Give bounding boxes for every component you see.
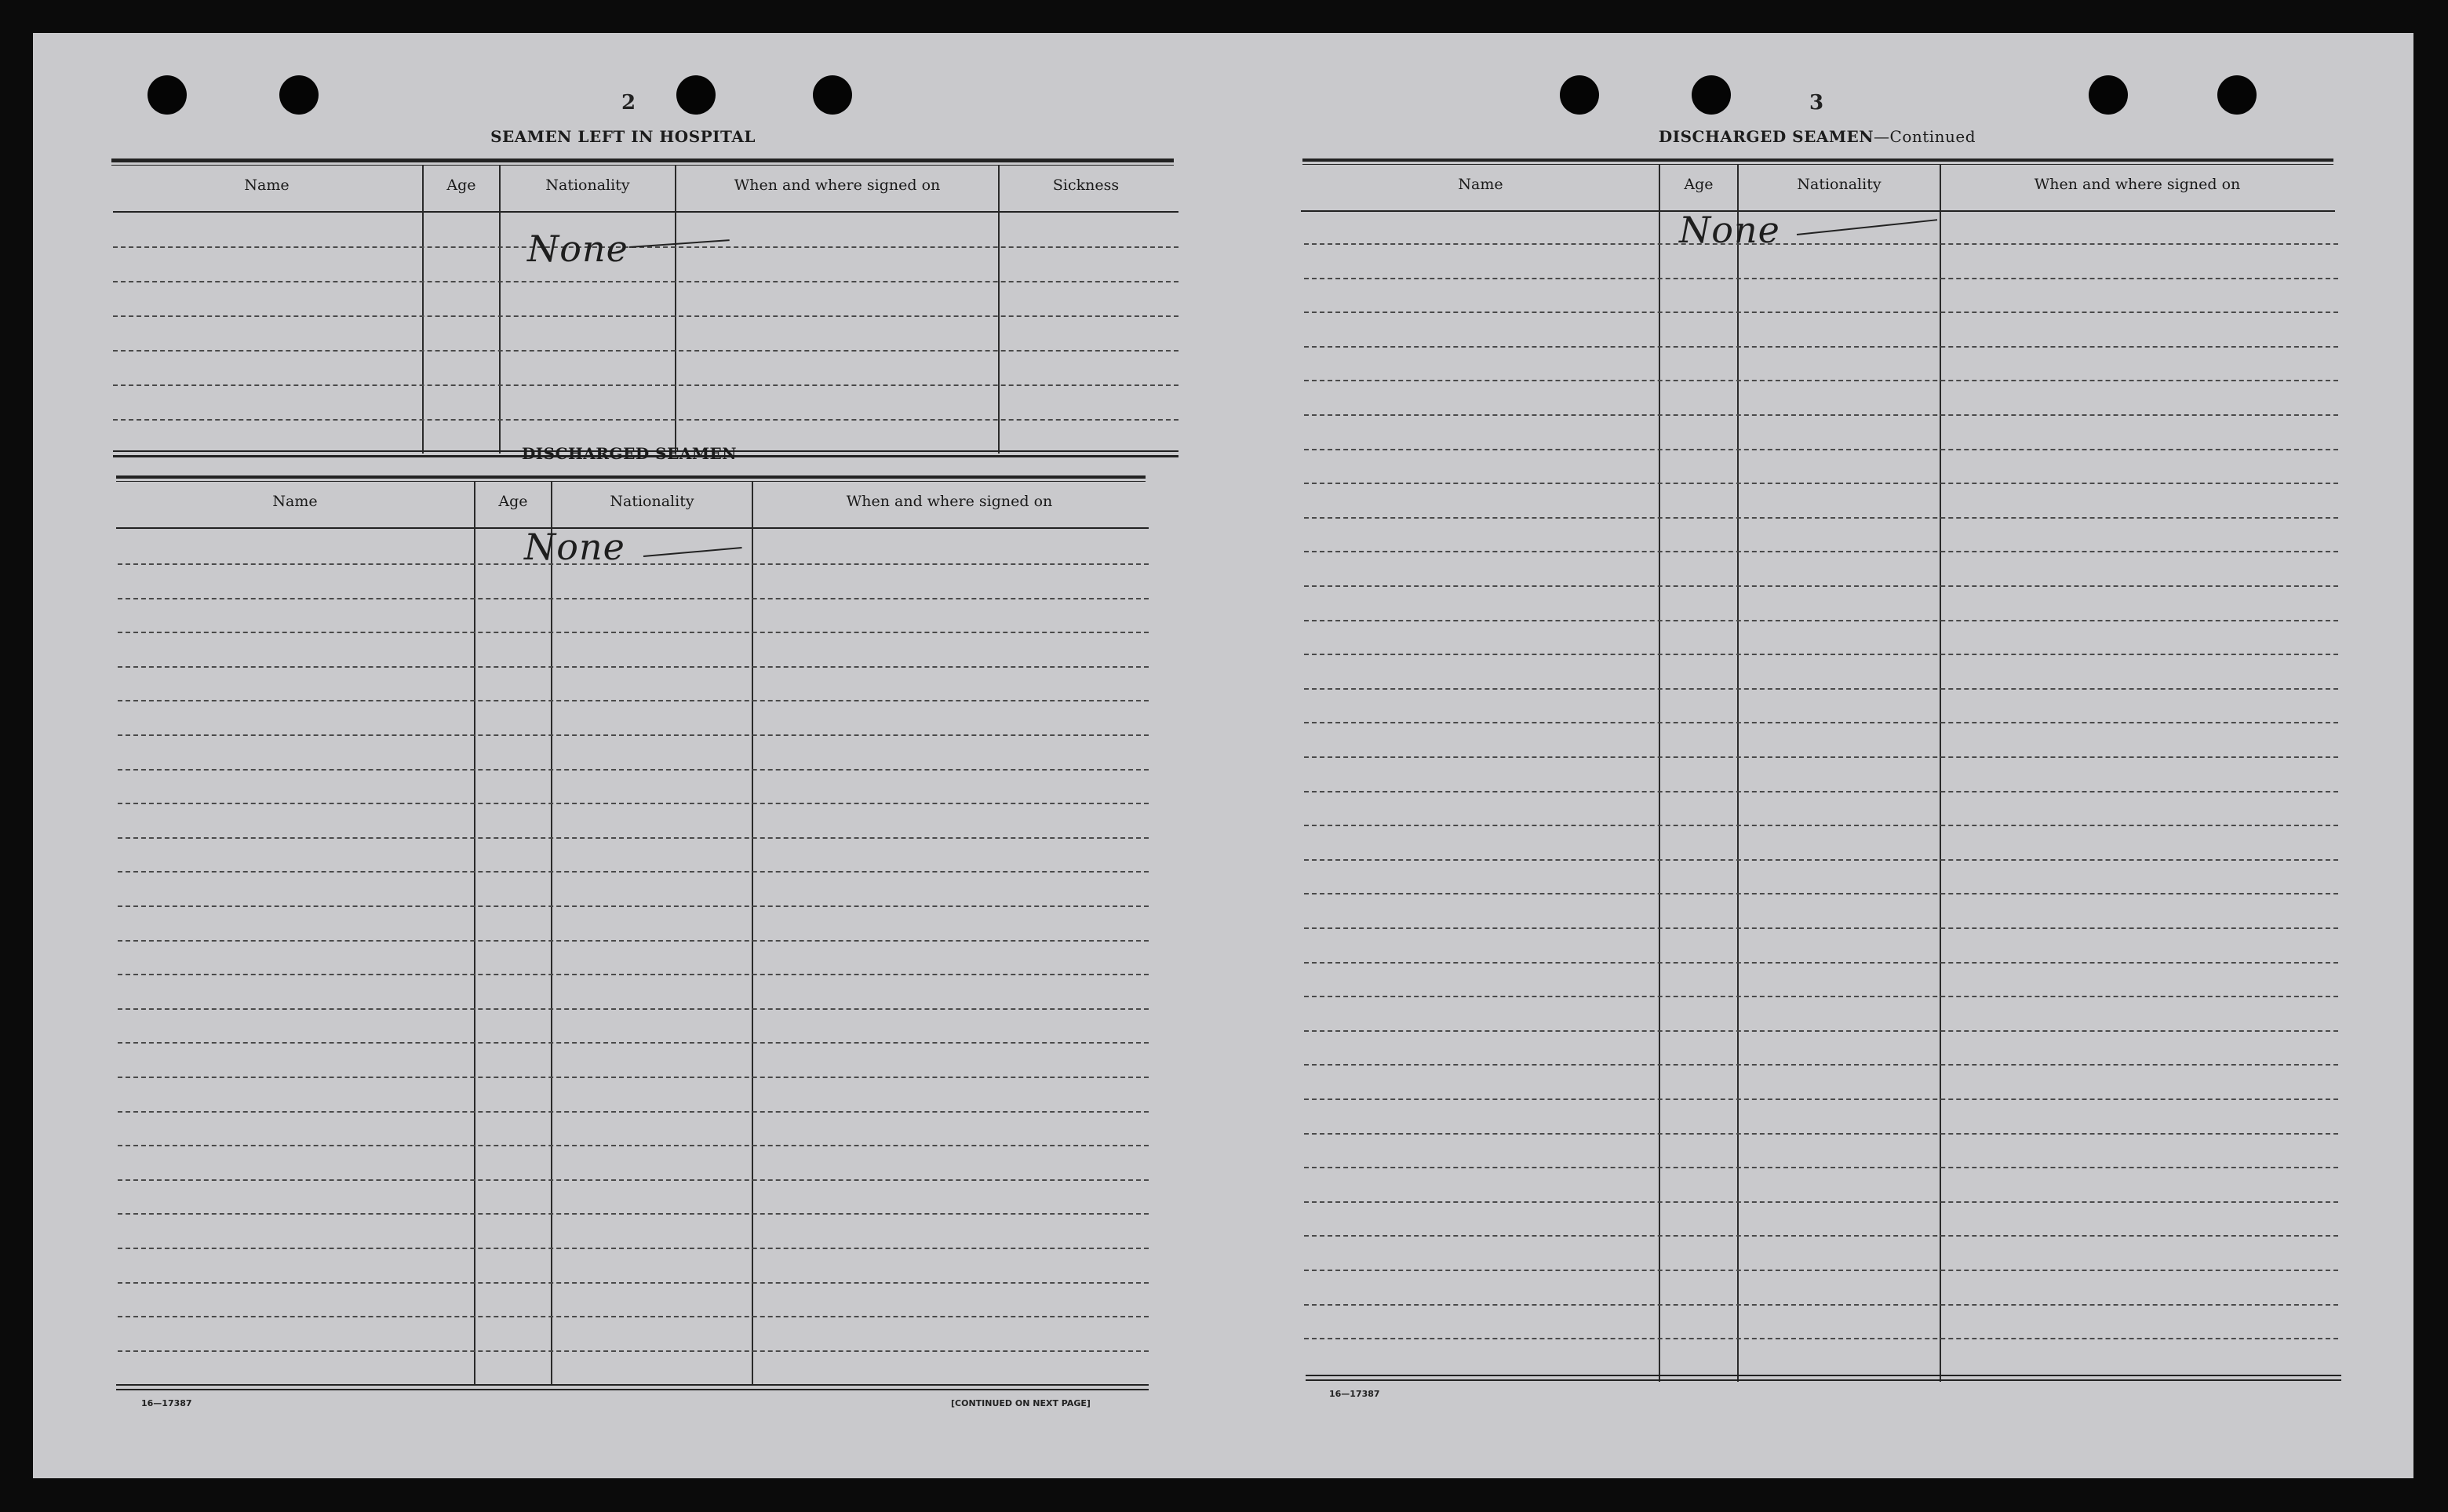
page-number: 3 — [1809, 91, 1824, 115]
ruled-line — [1304, 1338, 2338, 1339]
column-divider — [675, 165, 676, 454]
ruled-line — [1304, 551, 2338, 552]
ruled-line — [1304, 996, 2338, 997]
ruled-line — [1304, 278, 2338, 279]
table-top-rule — [111, 158, 1174, 162]
ruled-line — [1304, 1304, 2338, 1306]
table-header-rule — [116, 527, 1149, 529]
section-title-discharged-continued — [1302, 127, 2332, 146]
title-text: DISCHARGED SEAMEN — [1658, 127, 1874, 146]
section-title-discharged-left: DISCHARGED SEAMEN — [521, 444, 738, 463]
form-number: 16—17387 — [1329, 1389, 1380, 1399]
table-header-rule — [113, 211, 1178, 213]
column-header-age: Age — [1684, 176, 1714, 193]
punch-hole — [1560, 75, 1599, 115]
ruled-line — [118, 871, 1149, 873]
punch-hole — [279, 75, 319, 115]
column-divider — [551, 481, 552, 1385]
ruled-line — [1304, 483, 2338, 484]
ruled-line — [1304, 312, 2338, 313]
ruled-line — [1304, 414, 2338, 416]
ruled-line — [118, 1282, 1149, 1284]
ruled-line — [118, 803, 1149, 804]
ruled-line — [1304, 346, 2338, 348]
form-number: 16—17387 — [141, 1398, 192, 1408]
ruled-line — [118, 1077, 1149, 1078]
ruled-line — [118, 700, 1149, 701]
ruled-line — [1304, 722, 2338, 723]
ruled-line — [1304, 791, 2338, 792]
punch-hole — [2089, 75, 2128, 115]
ruled-line — [118, 563, 1149, 565]
handwritten-none: None — [1679, 209, 1780, 251]
ruled-line — [1304, 927, 2338, 929]
punch-hole — [813, 75, 852, 115]
column-header-name: Name — [272, 493, 318, 510]
page-number: 2 — [621, 91, 636, 115]
ruled-line — [1304, 1167, 2338, 1168]
ruled-line — [1304, 825, 2338, 826]
ruled-line — [1304, 1098, 2338, 1100]
ruled-line — [118, 1042, 1149, 1044]
column-header-nationality: Nationality — [545, 177, 630, 194]
ruled-line — [118, 940, 1149, 942]
ruled-line — [118, 734, 1149, 736]
column-header-nationality: Nationality — [610, 493, 694, 510]
ruled-line — [1304, 243, 2338, 245]
ruled-line — [118, 1008, 1149, 1010]
ruled-line — [118, 1316, 1149, 1317]
title-suffix: —Continued — [1874, 127, 1976, 146]
column-header-name: Name — [244, 177, 290, 194]
column-header-signed-on: When and where signed on — [2034, 176, 2241, 193]
column-header-name: Name — [1458, 176, 1503, 193]
column-header-age: Age — [446, 177, 476, 194]
handwritten-none: None — [527, 228, 628, 270]
ruled-line — [118, 1179, 1149, 1181]
ruled-line — [1304, 1030, 2338, 1032]
ruled-line — [118, 598, 1149, 599]
ruled-line — [118, 1111, 1149, 1113]
table-top-rule — [1302, 158, 2333, 162]
ruled-line — [113, 350, 1178, 352]
column-header-sickness: Sickness — [1052, 177, 1120, 194]
punch-hole — [676, 75, 716, 115]
handwritten-none: None — [524, 526, 625, 568]
ruled-line — [113, 281, 1178, 282]
ruled-line — [1304, 449, 2338, 450]
ruled-line — [118, 974, 1149, 975]
column-header-age: Age — [498, 493, 528, 510]
punch-hole — [148, 75, 187, 115]
punch-hole — [1692, 75, 1731, 115]
column-header-nationality: Nationality — [1797, 176, 1882, 193]
column-divider — [499, 165, 501, 454]
ruled-line — [1304, 620, 2338, 621]
ruled-line — [118, 1213, 1149, 1215]
table-rule — [116, 481, 1146, 482]
table-top-rule — [116, 475, 1146, 479]
ruled-line — [1304, 1064, 2338, 1066]
ruled-line — [118, 1248, 1149, 1249]
ruled-line — [118, 905, 1149, 907]
section-title-hospital: SEAMEN LEFT IN HOSPITAL — [490, 127, 756, 146]
ruled-line — [1304, 1270, 2338, 1271]
column-divider — [474, 481, 475, 1385]
ruled-line — [1304, 688, 2338, 690]
ruled-line — [1304, 654, 2338, 655]
ruled-line — [113, 384, 1178, 386]
ruled-line — [118, 1145, 1149, 1146]
ruled-line — [118, 666, 1149, 668]
ruled-line — [1304, 1201, 2338, 1203]
table-header-rule — [1301, 210, 2335, 212]
ruled-line — [118, 769, 1149, 771]
column-divider — [422, 165, 424, 454]
ruled-line — [1304, 517, 2338, 519]
ruled-line — [118, 632, 1149, 633]
punch-hole — [2217, 75, 2257, 115]
ruled-line — [118, 1350, 1149, 1352]
ruled-line — [118, 837, 1149, 839]
ruled-line — [1304, 585, 2338, 587]
ruled-line — [113, 419, 1178, 421]
table-bottom-rule — [1306, 1379, 2341, 1381]
table-rule — [1302, 164, 2333, 165]
column-header-signed-on: When and where signed on — [734, 177, 941, 194]
column-header-signed-on: When and where signed on — [846, 493, 1053, 510]
table-bottom-rule — [116, 1389, 1149, 1390]
ruled-line — [1304, 380, 2338, 381]
table-rule — [111, 165, 1174, 166]
ruled-line — [1304, 893, 2338, 894]
ruled-line — [1304, 1235, 2338, 1237]
document-sheet — [33, 33, 2413, 1478]
column-divider — [998, 165, 1000, 454]
ruled-line — [1304, 1133, 2338, 1135]
ruled-line — [113, 315, 1178, 317]
continued-note: [CONTINUED ON NEXT PAGE] — [951, 1398, 1091, 1408]
table-bottom-rule — [1306, 1375, 2341, 1376]
table-bottom-rule — [116, 1384, 1149, 1386]
ruled-line — [1304, 962, 2338, 964]
column-divider — [752, 481, 753, 1385]
ruled-line — [1304, 859, 2338, 861]
ruled-line — [1304, 756, 2338, 758]
